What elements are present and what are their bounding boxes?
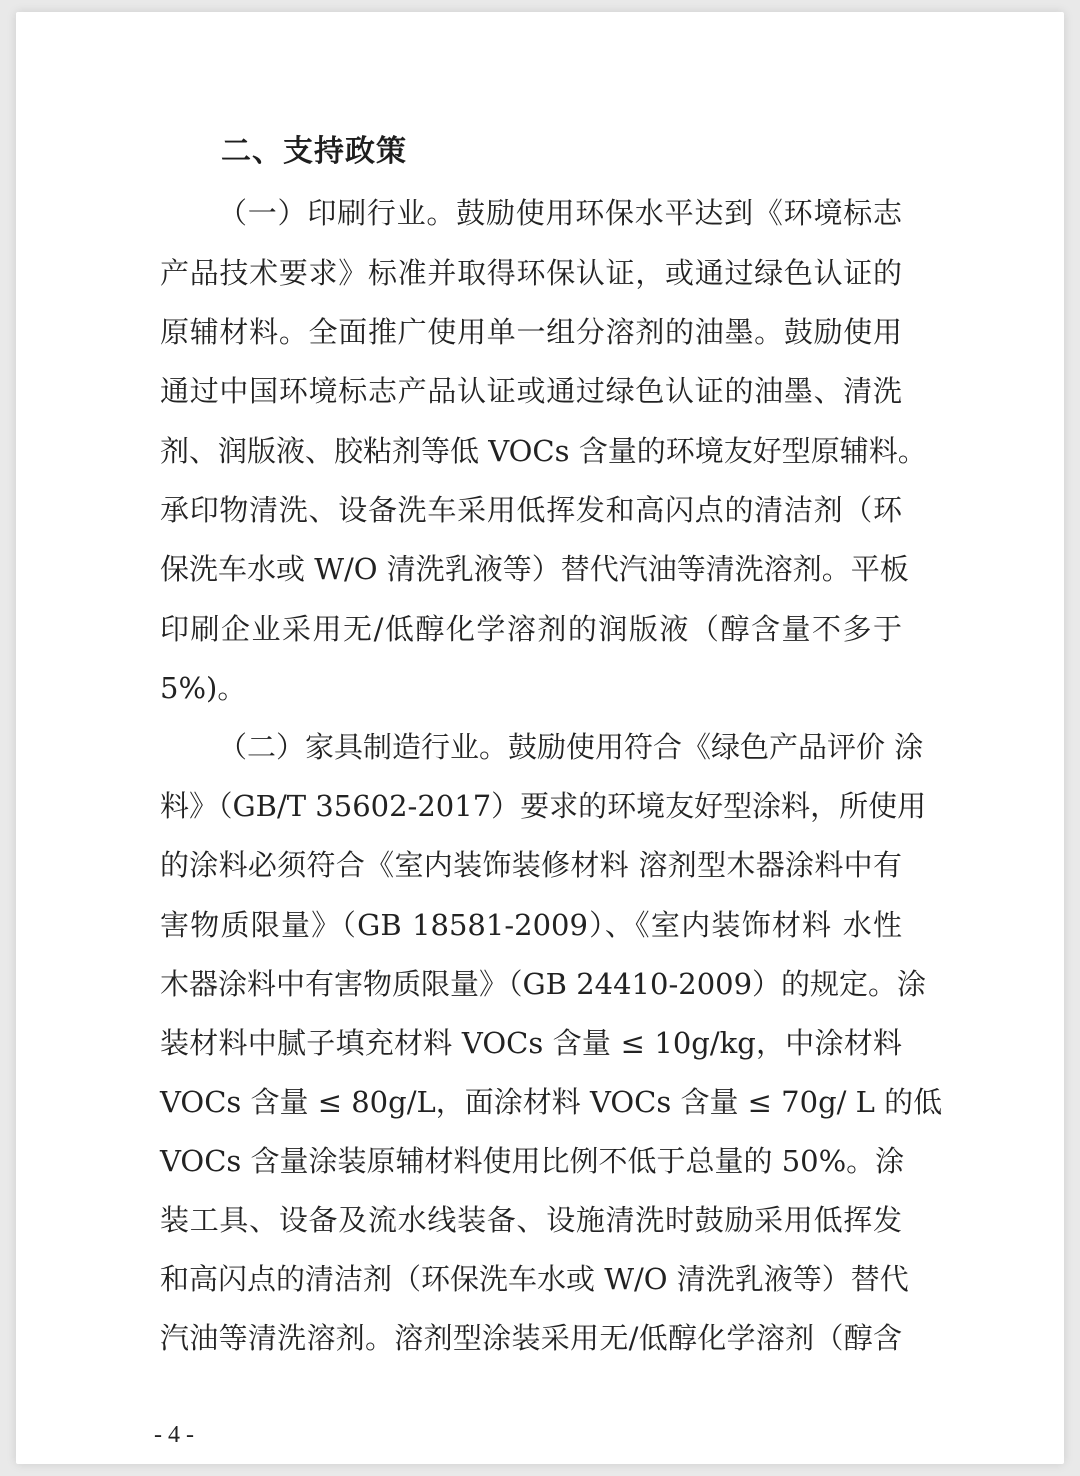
paragraph-2-line: VOCs 含量 ≤ 80g/L，面涂材料 VOCs 含量 ≤ 70g/ L 的低 (160, 1085, 943, 1119)
paragraph-2-line: 装材料中腻子填充材料 VOCs 含量 ≤ 10g/kg，中涂材料 (160, 1026, 902, 1060)
paragraph-2-line: 木器涂料中有害物质限量》（GB 24410-2009）的规定。涂 (160, 967, 927, 1001)
paragraph-1-line: （一）印刷行业。鼓励使用环保水平达到《环境标志 (218, 196, 902, 230)
paragraph-2-line: 和高闪点的清洁剂（环保洗车水或 W/O 清洗乳液等）替代 (160, 1262, 909, 1296)
paragraph-1-line: 保洗车水或 W/O 清洗乳液等）替代汽油等清洗溶剂。平板 (160, 552, 909, 586)
paragraph-2-line: （二）家具制造行业。鼓励使用符合《绿色产品评价 涂 (218, 730, 924, 764)
paragraph-1-line: 剂、润版液、胶粘剂等低 VOCs 含量的环境友好型原辅料。 (160, 434, 927, 468)
paragraph-2-line: 的涂料必须符合《室内装饰装修材料 溶剂型木器涂料中有 (160, 848, 902, 882)
paragraph-2-line: 害物质限量》（GB 18581-2009）、《室内装饰材料 水性 (160, 908, 902, 942)
paragraph-1-line: 产品技术要求》标准并取得环保认证，或通过绿色认证的 (160, 256, 902, 290)
paragraph-2-line: 装工具、设备及流水线装备、设施清洗时鼓励采用低挥发 (160, 1203, 902, 1237)
paragraph-1-line: 通过中国环境标志产品认证或通过绿色认证的油墨、清洗 (160, 374, 902, 408)
paragraph-1-line: 印刷企业采用无/低醇化学溶剂的润版液（醇含量不多于 (160, 612, 902, 646)
paragraph-1-line: 原辅材料。全面推广使用单一组分溶剂的油墨。鼓励使用 (160, 315, 902, 349)
section-heading: 二、支持政策 (221, 134, 407, 169)
paragraph-2-line: 汽油等清洗溶剂。溶剂型涂装采用无/低醇化学溶剂（醇含 (160, 1321, 902, 1355)
page-number: - 4 - (154, 1422, 194, 1448)
paragraph-1-line: 承印物清洗、设备洗车采用低挥发和高闪点的清洁剂（环 (160, 493, 902, 527)
paragraph-2-line: 料》（GB/T 35602-2017）要求的环境友好型涂料，所使用 (160, 789, 927, 823)
paragraph-2-line: VOCs 含量涂装原辅材料使用比例不低于总量的 50%。涂 (160, 1144, 905, 1178)
paragraph-1-line: 5%)。 (160, 671, 247, 705)
